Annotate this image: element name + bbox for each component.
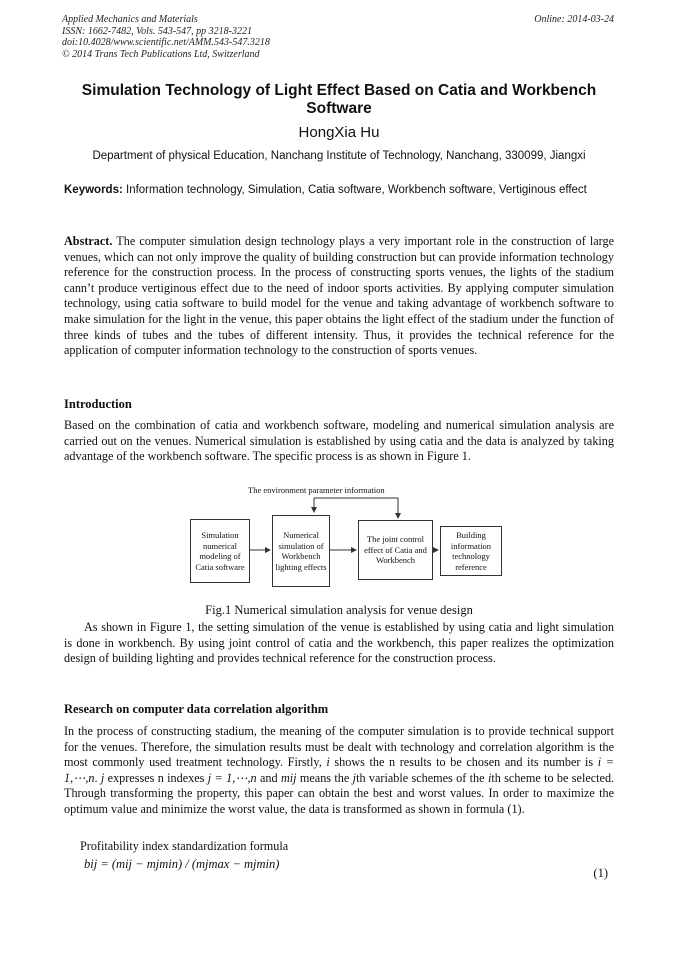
keywords-label: Keywords: bbox=[64, 184, 123, 196]
doi-line: doi:10.4028/www.scientific.net/AMM.543-547.3218 bbox=[62, 37, 270, 48]
var-mij: mij bbox=[280, 770, 297, 785]
intro-paragraph-2: As shown in Figure 1, the setting simulation of the venue is established by using catia and light simulation is done in workbench. By using joint control of catia and the workbench, this paper realizes the optimization design of building lighting and provides technical reference for the construction process. bbox=[64, 620, 614, 666]
box-building-reference: Building information technology reference bbox=[440, 526, 502, 576]
box-workbench-simulation: Numerical simulation of Workbench lighting effects bbox=[272, 515, 330, 587]
var-j-2: j bbox=[352, 770, 357, 785]
intro-heading: Introduction bbox=[64, 397, 132, 411]
issn-line: ISSN: 1662-7482, Vols. 543-547, pp 3218-3221 bbox=[62, 25, 252, 37]
range-i: i = 1,⋯,n bbox=[64, 755, 615, 785]
keywords-text: Information technology, Simulation, Catia software, Workbench software, Vertiginous effect bbox=[126, 184, 587, 196]
figure-top-label: The environment parameter information bbox=[248, 485, 385, 495]
formula-label: Profitability index standardization formula bbox=[80, 839, 289, 853]
var-j: j bbox=[100, 770, 105, 785]
figure-caption: Fig.1 Numerical simulation analysis for venue design bbox=[205, 603, 473, 617]
research-text-d: expresses n indexes bbox=[107, 770, 205, 785]
research-paragraph bbox=[64, 724, 614, 818]
equation-number: (1) bbox=[593, 866, 608, 880]
author-name: HongXia Hu bbox=[298, 124, 380, 141]
research-text-h: th scheme to be selected. Through transforming the property, this paper can obtain the best and worst values. In order to maximize the optimum value and minimize the worst value, the data is transformed as shown in formula (1). bbox=[64, 770, 615, 816]
formula-1: bij = (mij − mjmin) / (mjmax − mjmin) bbox=[84, 857, 280, 871]
research-text-a: In the process of constructing stadium, the meaning of the computer simulation is to provide technical support for the venues. Therefore, the simulation results must be dealt with technology and correlation algorithm is the most commonly used treatment technology. Firstly, bbox=[64, 724, 614, 770]
abstract-text: The computer simulation design technology plays a very important role in the construction of large venues, which can not only improve the quality of building construction but can provide information technology reference for the construction process. In the process of constructing sports venues, the lights of the stadium cann’t produce vertiginous effect due to the need of indoor sports activities. By applying computer simulation technology, using catia software to build model for the venue and taking advantage of workbench software to make simulation for the light in the venue, this paper obtains the light effect of the stadium under the function of three kinds of tubes and the tubes of different intensity. Thus, it provides the technical reference for the application of computer information technology to the construction of sports venues. bbox=[64, 234, 614, 358]
research-text-b: shows the n results to be chosen and its number is bbox=[334, 755, 594, 770]
research-text-f: means the bbox=[299, 770, 350, 785]
online-date: Online: 2014-03-24 bbox=[534, 14, 614, 25]
paper-title: Simulation Technology of Light Effect Based on Catia and Workbench Software bbox=[81, 82, 597, 117]
box-joint-control: The joint control effect of Catia and Workbench bbox=[358, 520, 433, 580]
var-i-2: i bbox=[487, 770, 492, 785]
var-i: i bbox=[326, 755, 330, 770]
affiliation: Department of physical Education, Nanchang Institute of Technology, Nanchang, 330099, Jiangxi bbox=[92, 150, 586, 162]
research-text-c: . bbox=[94, 770, 101, 785]
research-text-e: and bbox=[259, 770, 278, 785]
copyright-line: © 2014 Trans Tech Publications Ltd, Switzerland bbox=[62, 48, 260, 60]
abstract-label: Abstract. bbox=[64, 234, 113, 248]
research-heading: Research on computer data correlation algorithm bbox=[64, 702, 329, 716]
journal-name: Applied Mechanics and Materials bbox=[62, 14, 198, 25]
range-j: j = 1,⋯,n bbox=[207, 770, 257, 785]
box-catia-modeling: Simulation numerical modeling of Catia software bbox=[190, 519, 250, 583]
intro-paragraph-1: Based on the combination of catia and workbench software, modeling and numerical simulation analysis are carried out on the venues. Numerical simulation is established by using catia and the data is analyzed by taking advantage of the workbench software. The specific process is as shown in Figure 1. bbox=[64, 418, 614, 464]
research-text-g: th variable schemes of the bbox=[356, 770, 485, 785]
